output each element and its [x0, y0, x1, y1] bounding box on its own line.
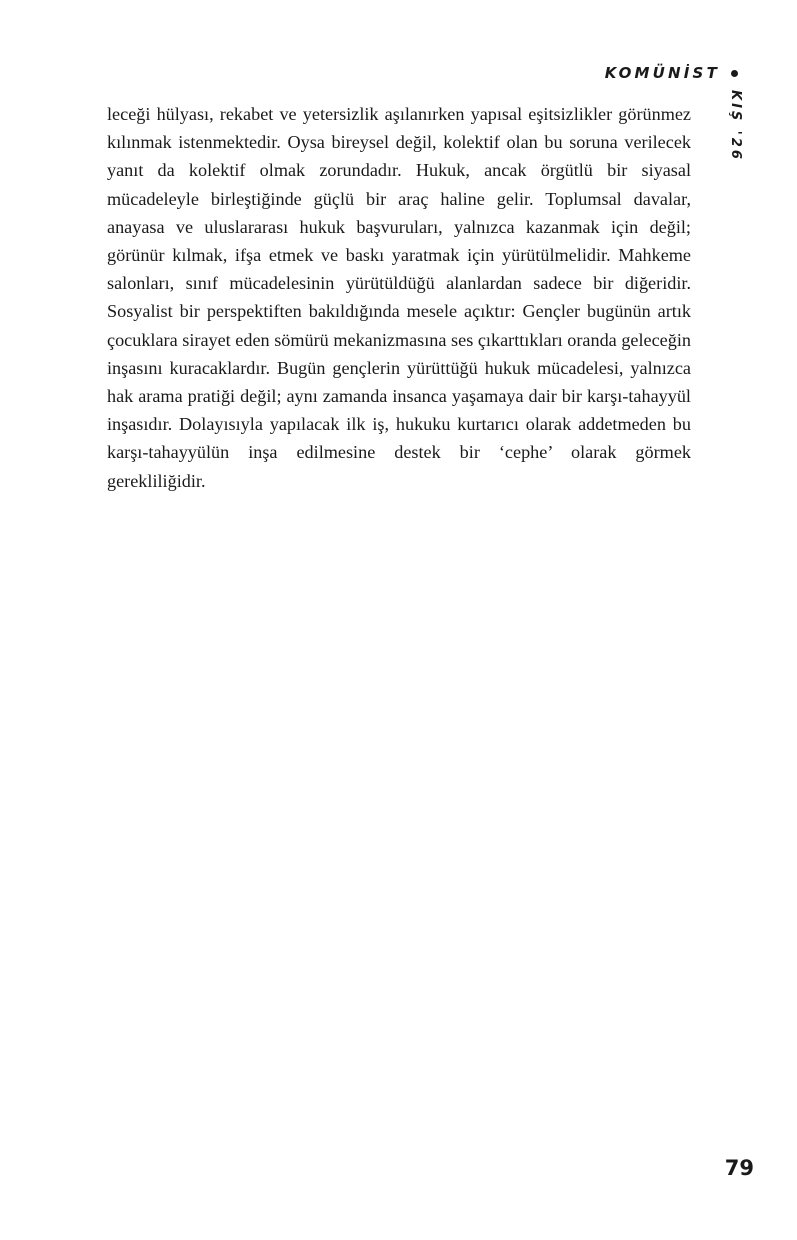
article-paragraph: leceği hülyası, rekabet ve yetersizlik aşılanırken yapısal eşitsizlikler görünmez kılınmak istenmektedir. Oysa bireysel değil, kolektif olan bu soruna verilecek yanıt da kolektif olmak zorundadır. Hukuk, ancak örgütlü bir siyasal mücadeleyle birleştiğinde güçlü bir araç haline gelir. Toplumsal davalar, anayasa ve uluslararası hukuk başvuruları, yalnızca kazanmak için değil; görünür kılmak, ifşa etmek ve baskı yaratmak için yürütülmelidir. Mahkeme salonları, sınıf mücadelesinin yürütüldüğü alanlardan sadece bir diğeridir. Sosyalist bir perspektiften bakıldığında mesele açıktır: Gençler bugünün artık çocuklara sirayet eden sömürü mekanizmasına ses çıkarttıkları oranda geleceğin inşasını kuracaklardır. Bugün gençlerin yürüttüğü hukuk mücadelesi, yalnızca hak arama pratiği değil; aynı zamanda insanca yaşamaya dair bir karşı-tahayyül inşasıdır. Dolayısıyla yapılacak ilk iş, hukuku kurtarıcı olarak addetmeden bu karşı-tahayyülün inşa edilmesine destek bir ‘cephe’ olarak görmek gerekliliğidir. — [107, 104, 691, 491]
magazine-title: KOMÜNİST — [604, 64, 720, 82]
article-body — [107, 100, 691, 495]
issue-label: KIŞ '26 — [728, 90, 743, 162]
page-number: 79 — [724, 1156, 754, 1180]
bullet-dot-icon — [731, 70, 738, 77]
